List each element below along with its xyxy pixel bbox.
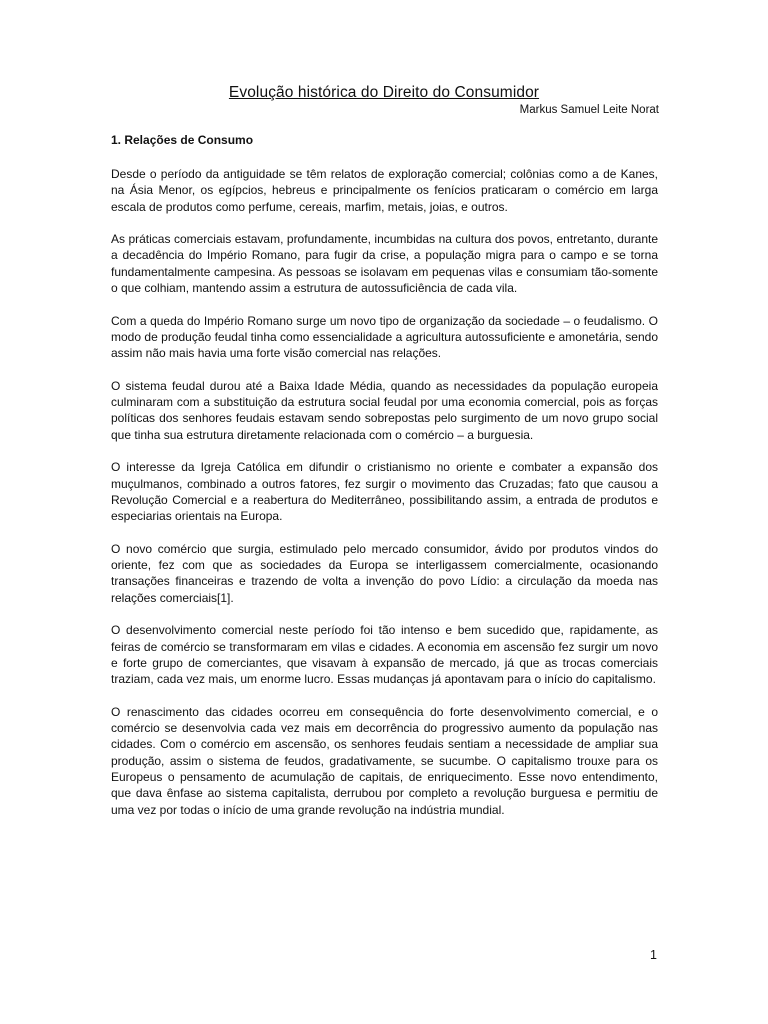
paragraph: O desenvolvimento comercial neste período foi tão intenso e bem sucedido que, rapidamente, as feiras de comércio se transformaram em vilas e cidades. A economia em ascensão fez surgir um novo e forte grupo de comerciantes, que visavam à expansão de mercado, já que as trocas comerciais traziam, cada vez mais, um enorme lucro. Essas mudanças já apontavam para o início do capitalismo. [111, 623, 658, 687]
paragraph: O interesse da Igreja Católica em difundir o cristianismo no oriente e combater a expansão dos muçulmanos, combinado a outros fatores, fez surgir o movimento das Cruzadas; fato que causou a Revolução Comercial e a reabertura do Mediterrâneo, possibilitando assim, a entrada de produtos e especiarias orientais na Europa. [111, 460, 658, 524]
document-author: Markus Samuel Leite Norat [519, 104, 659, 116]
paragraph: O sistema feudal durou até a Baixa Idade Média, quando as necessidades da população europeia culminaram com a substituição da estrutura social feudal por uma economia comercial, pois as forças políticas dos senhores feudais estavam sendo sobrepostas pelo surgimento de um novo grupo social que tinha sua estrutura diretamente relacionada com o comércio – a burguesia. [111, 378, 658, 442]
paragraph: O novo comércio que surgia, estimulado pelo mercado consumidor, ávido por produtos vindos do oriente, fez com que as sociedades da Europa se interligassem comercialmente, ocasionando transações financeiras e trazendo de volta a invenção do povo Lídio: a circulação da moeda nas relações comerciais[1]. [111, 541, 658, 605]
paragraph: Desde o período da antiguidade se têm relatos de exploração comercial; colônias como a de Kanes, na Ásia Menor, os egípcios, hebreus e principalmente os fenícios praticaram o comércio em larga escala de produtos como perfume, cereais, marfim, metais, joias, e outros. [111, 167, 658, 214]
document-body [111, 166, 658, 834]
paragraph: Com a queda do Império Romano surge um novo tipo de organização da sociedade – o feudalismo. O modo de produção feudal tinha como essencialidade a agricultura autossuficiente e amonetária, sendo assim não mais havia uma forte visão comercial nas relações. [111, 313, 658, 361]
paragraph: As práticas comerciais estavam, profundamente, incumbidas na cultura dos povos, entretanto, durante a decadência do Império Romano, para fugir da crise, a população migra para o campo e se torna fundamentalmente campesina. As pessoas se isolavam em pequenas vilas e consumiam tão-somente o que colhiam, mantendo assim a estrutura de autossuficiência de cada vila. [111, 232, 658, 296]
paragraph: O renascimento das cidades ocorreu em consequência do forte desenvolvimento comercial, e o comércio se desenvolvia cada vez mais em decorrência do progressivo aumento da população nas cidades. Com o comércio em ascensão, os senhores feudais sentiam a necessidade de ampliar sua produção, assim o sistema de feudos, gradativamente, se sucumbe. O capitalismo trouxe para os Europeus o pensamento de acumulação de capitais, de enriquecimento. Esse novo entendimento, que dava ênfase ao sistema capitalista, derrubou por completo a revolução burguesa e permitiu de uma vez por todas o início de uma grande revolução na indústria mundial. [111, 704, 658, 817]
section-heading: 1. Relações de Consumo [111, 133, 254, 147]
page-number: 1 [650, 948, 657, 962]
document-title: Evolução histórica do Direito do Consumidor [228, 84, 540, 101]
